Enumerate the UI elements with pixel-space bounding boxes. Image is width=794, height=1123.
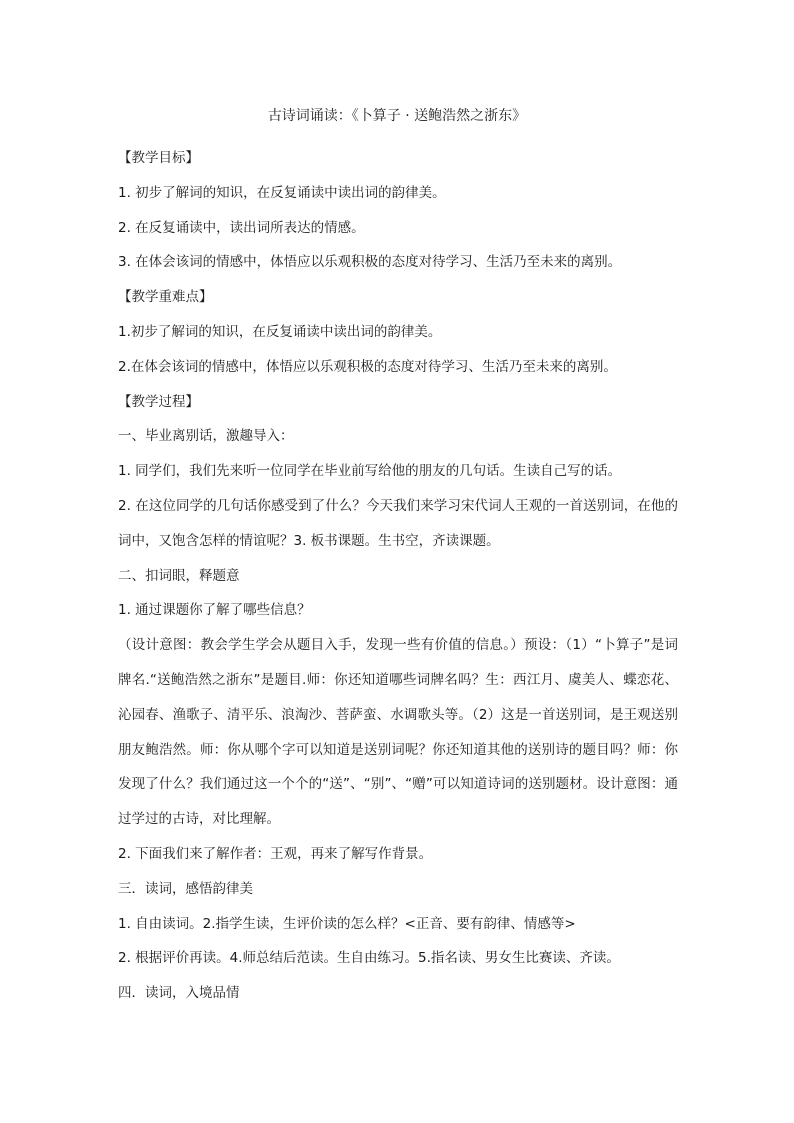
document-body	[118, 141, 678, 1011]
section-heading-process: 【教学过程】	[118, 393, 199, 410]
section-heading-objectives: 【教学目标】	[118, 150, 199, 166]
process-step-1-item-2: 2. 在这位同学的几句话你感受到了什么？今天我们来学习宋代词人王观的一首送别词，在他的词中，又饱含怎样的情谊呢？3. 板书课题。生书空，齐读课题。	[118, 497, 678, 549]
process-step-1-item-1: 1. 同学们，我们先来听一位同学在毕业前写给他的朋友的几句话。生读自己写的话。	[118, 463, 622, 480]
process-step-heading-1: 一、毕业离别话，激趣导入：	[118, 428, 294, 445]
process-step-heading-3: 三．读词，感悟韵律美	[118, 880, 253, 897]
section-heading-key-points: 【教学重难点】	[118, 289, 213, 306]
key-point-item-1: 1.初步了解词的知识，在反复诵读中读出词的韵律美。	[118, 323, 442, 340]
process-step-heading-2: 二、扣词眼，释题意	[118, 567, 240, 584]
process-step-heading-4: 四．读词，入境品情	[118, 985, 240, 1002]
key-point-item-2: 2.在体会该词的情感中，体悟应以乐观积极的态度对待学习、生活乃至未来的离别。	[118, 358, 617, 375]
objective-item-3: 3. 在体会该词的情感中，体悟应以乐观积极的态度对待学习、生活乃至未来的离别。	[118, 254, 622, 271]
process-step-2-design-note: （设计意图：教会学生学会从题目入手，发现一些有价值的信息。）预设：（1）“卜算子”是词牌名.“送鲍浩然之浙东”是题目.师：你还知道哪些词牌名吗？生：西江月、虞美人、蝶恋花、沁园春、渔歌子、清平乐、浪淘沙、菩萨蛮、水调歌头等。（2）这是一首送别词，是王观送别朋友鲍浩然。师：你从哪个字可以知道是送别词呢？你还知道其他的送别诗的题目吗？师：你发现了什么？我们通过这一个个的“送”、“别”、“赠”可以知道诗词的送别题材。设计意图：通过学过的古诗，对比理解。	[118, 637, 678, 828]
process-step-3-item-1: 1. 自由读词。2.指学生读，生评价读的怎么样？<正音、要有韵律、情感等>	[118, 915, 576, 932]
objective-item-1: 1. 初步了解词的知识，在反复诵读中读出词的韵律美。	[118, 184, 446, 201]
process-step-2-item-1: 1. 通过课题你了解了哪些信息？	[118, 602, 311, 619]
process-step-2-item-2: 2. 下面我们来了解作者：王观，再来了解写作背景。	[118, 845, 433, 862]
objective-item-2: 2. 在反复诵读中，读出词所表达的情感。	[118, 219, 365, 236]
process-step-3-item-2: 2. 根据评价再读。4.师总结后范读。生自由练习。5.指名读、男女生比赛读、齐读。	[118, 950, 620, 967]
document-title: 古诗词诵读：《卜算子 · 送鲍浩然之浙东》	[267, 108, 527, 124]
